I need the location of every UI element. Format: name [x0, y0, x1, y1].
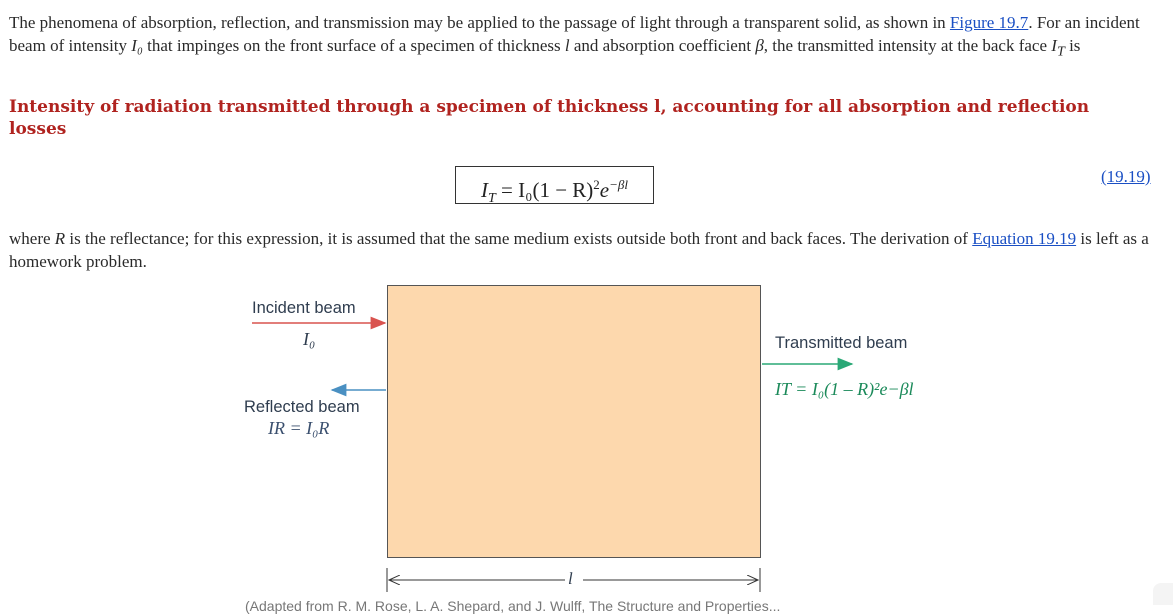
- equation-square: 2: [593, 177, 600, 192]
- equation-heading: Intensity of radiation transmitted through a specimen of thickness l, accounting for all absorption and reflection losses: [9, 97, 1090, 139]
- incident-beam-label: Incident beam: [252, 299, 356, 317]
- intro-text: . For an incident beam of intensity: [9, 13, 1140, 55]
- explanation-text: is left as a homework problem.: [9, 229, 1149, 271]
- transmitted-beam-label: Transmitted beam: [775, 334, 908, 352]
- symbol-it: I: [1051, 35, 1057, 55]
- explanation-text: is the reflectance; for this expression, it is assumed that the same medium exists outside both front and back faces. The derivation of: [65, 229, 973, 248]
- reflected-beam-label: Reflected beam: [244, 398, 360, 416]
- symbol-l: l: [564, 35, 570, 55]
- intro-text: that impinges on the front surface of a specimen of thickness: [142, 35, 565, 55]
- equation-19-19-link[interactable]: Equation 19.19: [972, 229, 1077, 248]
- scroll-widget-corner[interactable]: [1153, 583, 1173, 605]
- thickness-label: l: [568, 569, 573, 588]
- reflected-intensity-formula: IR = I₀R: [268, 418, 330, 438]
- equation-exp-base: e: [599, 178, 610, 202]
- equation-lhs: I: [481, 178, 488, 202]
- intro-text: and absorption coefficient: [569, 35, 756, 55]
- equation-number-link[interactable]: (19.19): [1101, 167, 1151, 186]
- figure-caption-partial: (Adapted from R. M. Rose, L. A. Shepard, and J. Wulff, The Structure and Properties...: [245, 598, 781, 614]
- figure-19-7-link[interactable]: Figure 19.7: [949, 13, 1029, 32]
- intro-text: The phenomena of absorption, reflection, and transmission may be applied to the passage of light through a transparent solid, as shown in: [9, 13, 950, 32]
- transmitted-intensity-formula: IT = I₀(1 – R)²e−βl: [775, 379, 914, 399]
- symbol-it-subscript: T: [1056, 42, 1065, 59]
- explanation-text: where: [9, 229, 55, 248]
- symbol-i0: I₀: [131, 35, 143, 55]
- symbol-r: R: [54, 229, 66, 248]
- equation-exponent: −βl: [609, 177, 628, 192]
- incident-intensity-symbol: I₀: [303, 329, 316, 349]
- symbol-beta: β: [755, 35, 764, 55]
- equation-rhs: = I₀(1 − R): [495, 178, 594, 202]
- intro-text: is: [1064, 35, 1081, 55]
- intro-text: , the transmitted intensity at the back face: [763, 35, 1052, 55]
- equation-lhs-subscript: T: [488, 191, 496, 207]
